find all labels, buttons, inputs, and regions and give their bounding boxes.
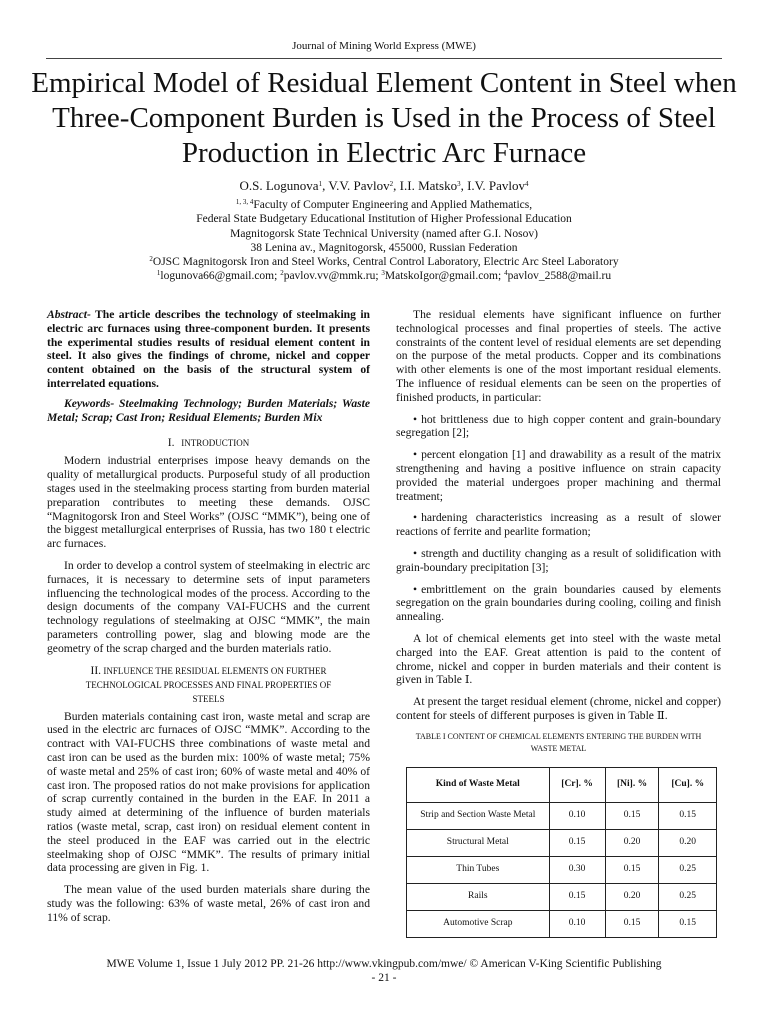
author-name: V.V. Pavlov bbox=[328, 178, 390, 193]
author-name: O.S. Logunova bbox=[239, 178, 319, 193]
table-header-row bbox=[407, 767, 717, 802]
author-sup: 3 bbox=[457, 180, 461, 188]
author-list: O.S. Logunova$^1$, V.V. Pavlov$^2$, I.I. Matsko$^3$, I.V. Pavlov$^4$ bbox=[239, 178, 529, 193]
paragraph: A lot of chemical elements get into steel with the waste metal charged into the EAF. Great attention is paid to the content of chrome, nickel and copper in burden materials and their content is given in Table Ⅰ. bbox=[396, 631, 721, 687]
bullet-icon: • bbox=[413, 412, 418, 426]
table-cell: 0.20 bbox=[659, 829, 717, 856]
table-cell: 0.15 bbox=[605, 856, 659, 883]
email-link[interactable]: pavlov_2588@mail.ru bbox=[507, 270, 612, 283]
affiliation-line: Federal State Budgetary Educational Institution of Higher Professional Education bbox=[196, 213, 572, 226]
list-item: • embrittlement on the grain boundaries caused by elements segregation on the grain boundaries during cooling, coiling and finish annealing. bbox=[396, 582, 721, 624]
table-cell: 0.20 bbox=[605, 829, 659, 856]
table-row bbox=[407, 856, 717, 883]
author-name: I.I. Matsko bbox=[399, 178, 458, 193]
email-link[interactable]: pavlov.vv@mmk.ru; bbox=[283, 270, 382, 283]
table-cell: 0.15 bbox=[549, 829, 605, 856]
author-sup: 2 bbox=[389, 180, 394, 188]
page-number: - 21 - bbox=[371, 972, 397, 984]
column-header: [Ni]. % bbox=[605, 767, 659, 802]
bullet-icon: • bbox=[413, 546, 418, 560]
list-item: • hot brittleness due to high copper content and grain-boundary segregation [2]; bbox=[396, 412, 721, 440]
paragraph: The mean value of the used burden materials share during the study was the following: 63% of waste metal, 26% of cast iron and 11% of scrap. bbox=[47, 883, 370, 924]
table-row bbox=[407, 883, 717, 910]
table-cell: 0.15 bbox=[659, 802, 717, 829]
paper-title: Empirical Model of Residual Element Content in Steel when Three-Component Burden is Used in the Process of Steel Production in Electric Arc Furnace bbox=[31, 67, 737, 169]
table-cell: Rails bbox=[407, 883, 550, 910]
page-footer bbox=[0, 957, 768, 985]
table-cell: 0.15 bbox=[605, 910, 659, 937]
paragraph: At present the target residual element (chrome, nickel and copper) content for steels of different purposes is given in Table Ⅱ. bbox=[396, 695, 721, 722]
table-row bbox=[407, 910, 717, 937]
list-item: • percent elongation [1] and drawability as a result of the matrix strengthening and having a positive influence on strain capacity provided the material undergoes proper machining and thermal treatment; bbox=[396, 448, 721, 503]
table-row bbox=[407, 829, 717, 856]
section-heading: I. INTRODUCTION bbox=[167, 436, 250, 450]
right-column bbox=[396, 308, 721, 938]
table-cell: 0.25 bbox=[659, 856, 717, 883]
journal-name: Journal of Mining World Express (MWE) bbox=[292, 40, 476, 52]
table-cell: Strip and Section Waste Metal bbox=[407, 802, 550, 829]
table-cell: 0.25 bbox=[659, 883, 717, 910]
email-link[interactable]: logunova66@gmail.com; bbox=[160, 270, 281, 283]
table-cell: 0.10 bbox=[549, 910, 605, 937]
paragraph: The residual elements have significant influence on further technological processes and final properties of steels. The active constraints of the content level of residual elements are set depending on the purpose of the metal products. Copper and its combinations with other elements is one of the most important residual elements. The influence of residual elements can be seen on the properties of finished products, in particular: bbox=[396, 308, 721, 404]
waste-metal-table bbox=[406, 767, 717, 938]
footer-citation: MWE Volume 1, Issue 1 July 2012 PP. 21-26 http://www.vkingpub.com/mwe/ © American V-King Scientific Publishing bbox=[106, 958, 662, 970]
author-sup: 4 bbox=[524, 180, 529, 188]
bullet-icon: • bbox=[413, 582, 418, 596]
email-line: $^1$logunova66@gmail.com; $^2$pavlov.vv@mmk.ru; $^3$MatskoIgor@gmail.com; $^4$pavlov_2588@mail.ru bbox=[156, 269, 612, 283]
list-item: • strength and ductility changing as a result of solidification with grain-boundary precipitation [3]; bbox=[396, 546, 721, 574]
bullet-icon: • bbox=[413, 511, 418, 525]
table-cell: 0.30 bbox=[549, 856, 605, 883]
bullet-list bbox=[396, 413, 721, 624]
affiliation-line: 38 Lenina av., Magnitogorsk, 455000, Russian Federation bbox=[250, 241, 518, 254]
abstract: Abstract- The article describes the technology of steelmaking in electric arc furnaces using three-component burden. It presents the experimental studies results of residual element content in steel. It also gives the findings of chrome, nickel and copper content obtained on the basis of the structural system of interrelated equations. bbox=[47, 308, 370, 390]
paragraph: Burden materials containing cast iron, waste metal and scrap are used in the electric arc furnaces of OJSC “MMK”. According to the contract with VAI-FUCHS three combinations of waste metal and cast iron can be used as the burden mix: 100% of waste metal; 75% of waste metal and 25% of cast iron; 60% of waste metal and 40% of cast iron. The proposed ratios do not make provisions for application of scrap currently contained in the burden in the EAF. In 2011 a study aimed at determining of the influence of burden materials ratios (waste metal, scrap, cast iron) on residual element content in the steel produced in the EAF was carried out in the electric steelmaking shop of OJSC “MMK”. The results of primary initial data processing are given in Fig. 1. bbox=[47, 709, 370, 875]
author-sup: 1 bbox=[318, 180, 323, 188]
affiliation-line: $^{1, 3, 4}$Faculty of Computer Engineering and Applied Mathematics, bbox=[235, 198, 533, 211]
table-cell: 0.15 bbox=[549, 883, 605, 910]
table-cell: 0.15 bbox=[659, 910, 717, 937]
table-caption: TABLE I CONTENT OF CHEMICAL ELEMENTS ENTERING THE BURDEN WITH WASTE METAL bbox=[415, 731, 702, 753]
table-cell: Structural Metal bbox=[407, 829, 550, 856]
keywords: Keywords- Steelmaking Technology; Burden Materials; Waste Metal; Scrap; Cast Iron; Residual Elements; Burden Mix bbox=[47, 396, 370, 424]
list-item: • hardening characteristics increasing as a result of slower reactions of ferrite and pearlite formation; bbox=[396, 511, 721, 539]
author-name: I.V. Pavlov bbox=[467, 178, 525, 193]
table-cell: Thin Tubes bbox=[407, 856, 550, 883]
left-column bbox=[47, 308, 370, 932]
table-row bbox=[407, 802, 717, 829]
bullet-icon: • bbox=[413, 448, 418, 462]
header-rule bbox=[46, 58, 722, 59]
column-header: [Cr]. % bbox=[549, 767, 605, 802]
table-cell: 0.10 bbox=[549, 802, 605, 829]
column-header: [Cu]. % bbox=[659, 767, 717, 802]
paragraph: In order to develop a control system of steelmaking in electric arc furnaces, it is necessary to determine sets of input parameters influencing the technological modes of the process. According to the design documents of the company VAI-FUCHS and the current technology regulations of steelmaking at OJSC “MMK”, the main parameters controlling power, slag and blowing mode are the geometry of the scrap charged and the burden materials ratio. bbox=[47, 558, 370, 655]
affiliation-line: Magnitogorsk State Technical University (named after G.I. Nosov) bbox=[230, 227, 538, 240]
email-link[interactable]: MatskoIgor@gmail.com; bbox=[384, 270, 505, 283]
affiliation-line: $^2$OJSC Magnitogorsk Iron and Steel Works, Central Control Laboratory, Electric Arc Steel Laboratory bbox=[149, 255, 619, 269]
column-header: Kind of Waste Metal bbox=[407, 767, 550, 802]
table-cell: 0.20 bbox=[605, 883, 659, 910]
table-cell: 0.15 bbox=[605, 802, 659, 829]
table-cell: Automotive Scrap bbox=[407, 910, 550, 937]
section-heading: II. INFLUENCE THE RESIDUAL ELEMENTS ON FURTHER TECHNOLOGICAL PROCESSES AND FINAL PROPERTIES OF STEELS bbox=[85, 663, 332, 704]
paragraph: Modern industrial enterprises impose heavy demands on the quality of metallurgical products. Purposeful study of all production stages used in the steelmaking process starting from burden material preparation contributes to meeting these demands. OJSC “Magnitogorsk Iron and Steel Works” (OJSC “MMK”), being one of the biggest metallurgical enterprises of Russia, has two 180 t electric arc furnaces. bbox=[47, 454, 370, 551]
affiliations bbox=[0, 198, 768, 284]
